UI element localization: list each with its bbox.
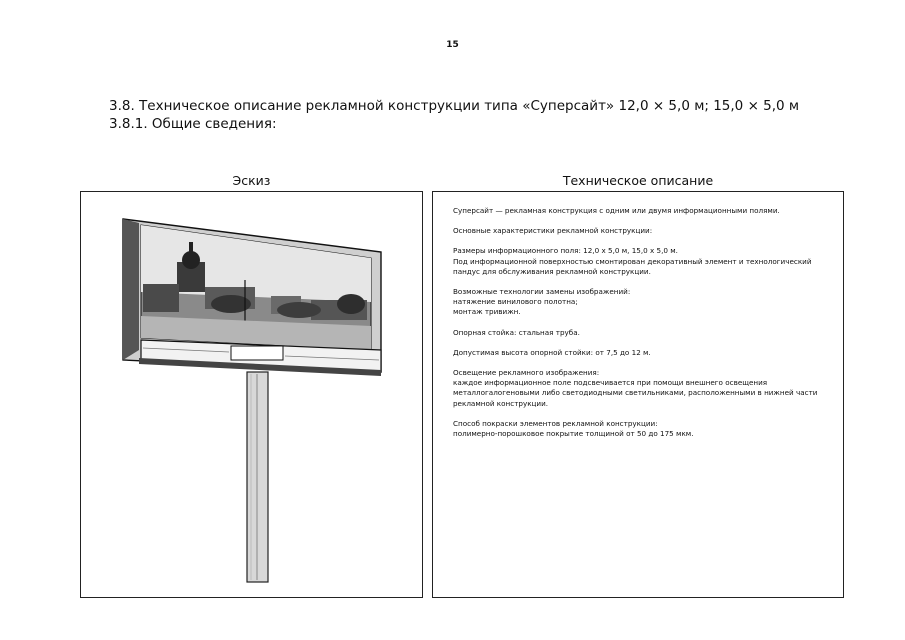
subsection-heading: 3.8.1. Общие сведения: (109, 116, 277, 132)
description-line: Опорная стойка: стальная труба. (453, 327, 580, 337)
description-line: Размеры информационного поля: 12,0 х 5,0 м, 15,0 х 5,0 м. (453, 246, 678, 256)
description-line: металлогалогеновыми либо светодиодными светильниками, расположенными в нижней части (453, 388, 818, 398)
description-line: Допустимая высота опорной стойки: от 7,5 до 12 м. (453, 347, 651, 357)
description-paragraph (453, 206, 833, 216)
description-title: Техническое описание (562, 173, 714, 188)
section-heading: 3.8. Техническое описание рекламной конструкции типа «Суперсайт» 12,0 × 5,0 м; 15,0 × 5,0 м (109, 98, 800, 114)
description-line: Суперсайт — рекламная конструкция с одним или двумя информационными полями. (453, 206, 780, 215)
sketch-panel (80, 191, 423, 598)
description-line: каждое информационное поле подсвечивается при помощи внешнего освещения (453, 378, 768, 388)
description-paragraph (453, 246, 833, 277)
description-line: Под информационной поверхностью смонтирован декоративный элемент и технологический (453, 256, 812, 266)
description-paragraph (453, 348, 833, 358)
description-line: Освещение рекламного изображения: (453, 368, 600, 378)
description-line: натяжение винилового полотна; (453, 297, 578, 307)
description-panel (432, 191, 844, 598)
description-line: полимерно-порошковое покрытие толщиной от 50 до 175 мкм. (453, 429, 694, 439)
description-paragraph (453, 368, 833, 409)
description-line: монтаж тривижн. (453, 307, 521, 317)
description-line: пандус для обслуживания рекламной конструкции. (453, 266, 651, 276)
page-number: 15 (446, 40, 459, 50)
description-paragraph (453, 287, 833, 318)
description-paragraph (453, 328, 833, 338)
description-line: рекламной конструкции. (453, 398, 549, 408)
sketch-title: Эскиз (232, 173, 271, 188)
description-line: Способ покраски элементов рекламной конструкции: (453, 418, 658, 428)
description-line: Основные характеристики рекламной конструкции: (453, 226, 653, 236)
description-paragraph (453, 419, 833, 439)
description-paragraph (453, 226, 833, 236)
description-line: Возможные технологии замены изображений: (453, 287, 631, 297)
description-body (453, 206, 833, 439)
billboard-sketch (81, 192, 421, 596)
